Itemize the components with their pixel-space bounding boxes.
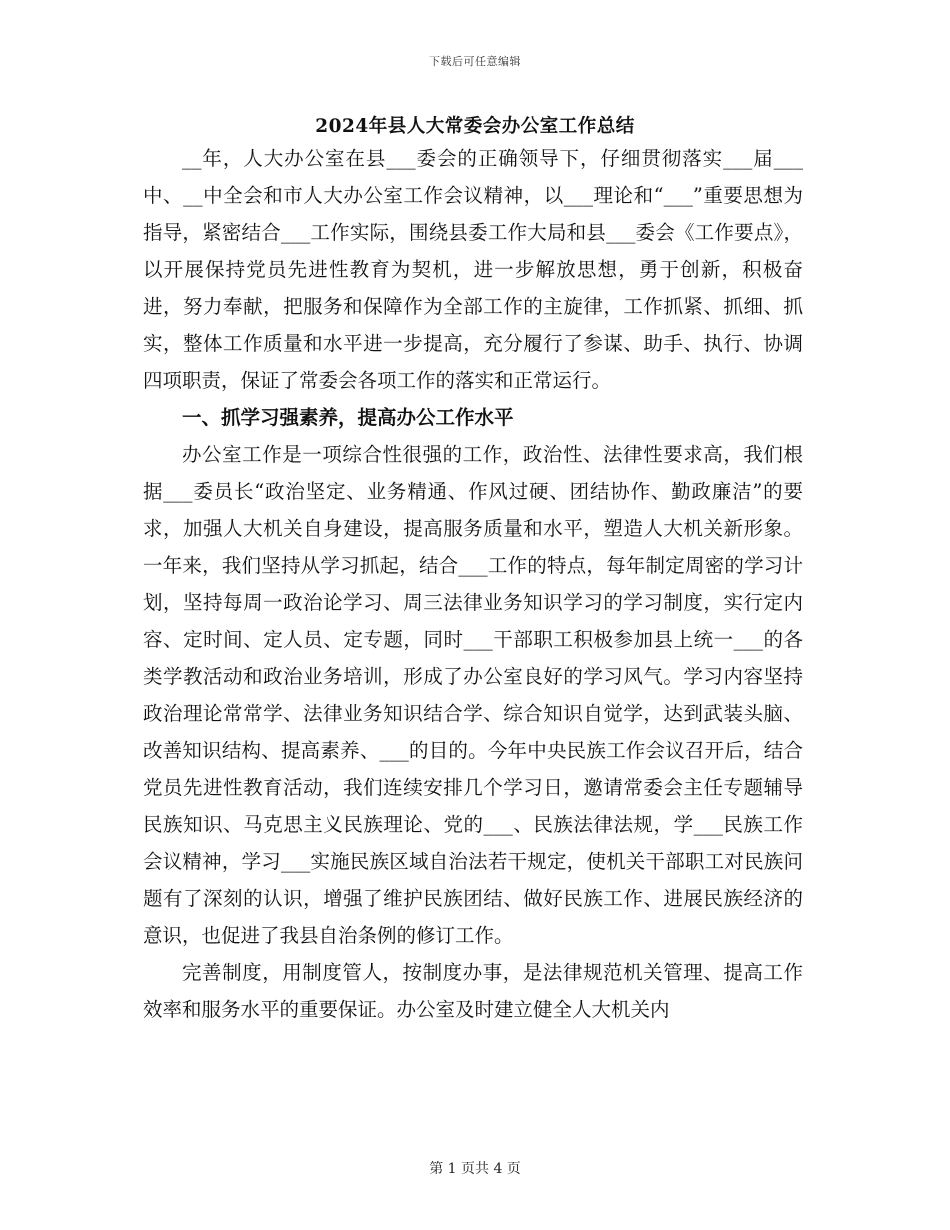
document-title: 2024年县人大常委会办公室工作总结: [315, 116, 635, 137]
page-number: 第 1 页共 4 页: [429, 1161, 521, 1177]
page-header-note: 下载后可任意编辑: [429, 55, 521, 68]
document-body: [143, 140, 803, 1028]
paragraph-system: 完善制度，用制度管人，按制度办事，是法律规范机关管理、提高工作效率和服务水平的重要保证。办公室及时建立健全人大机关内: [143, 961, 803, 1021]
paragraph-study: 办公室工作是一项综合性很强的工作，政治性、法律性要求高，我们根据___委员长“政治坚定、业务精通、作风过硬、团结协作、勤政廉洁”的要求，加强人大机关自身建设，提高服务质量和水平，塑造人大机关新形象。一年来，我们坚持从学习抓起，结合___工作的特点，每年制定周密的学习计划，坚持每周一政治论学习、周三法律业务知识学习的学习制度，实行定内容、定时间、定人员、定专题，同时___干部职工积极参加县上统一___的各类学教活动和政治业务培训，形成了办公室良好的学习风气。学习内容坚持政治理论常常学、法律业务知识结合学、综合知识自觉学，达到武装头脑、改善知识结构、提高素养、___的目的。今年中央民族工作会议召开后，结合党员先进性教育活动，我们连续安排几个学习日，邀请常委会主任专题辅导民族知识、马克思主义民族理论、党的___、民族法律法规，学___民族工作会议精神，学习___实施民族区域自治法若干规定，使机关干部职工对民族问题有了深刻的认识，增强了维护民族团结、做好民族工作、进展民族经济的意识，也促进了我县自治条例的修订工作。: [143, 443, 803, 947]
paragraph-intro: __年，人大办公室在县___委会的正确领导下，仔细贯彻落实___届___中、__中全会和市人大办公室工作会议精神，以___理论和“___”重要思想为指导，紧密结合___工作实际，围绕县委工作大局和县___委会《工作要点》，以开展保持党员先进性教育为契机，进一步解放思想，勇于创新，积极奋进，努力奉献，把服务和保障作为全部工作的主旋律，工作抓紧、抓细、抓实，整体工作质量和水平进一步提高，充分履行了参谋、助手、执行、协调四项职责，保证了常委会各项工作的落实和正常运行。: [143, 147, 803, 392]
section-heading: 一、抓学习强素养，提高办公工作水平: [182, 406, 514, 429]
